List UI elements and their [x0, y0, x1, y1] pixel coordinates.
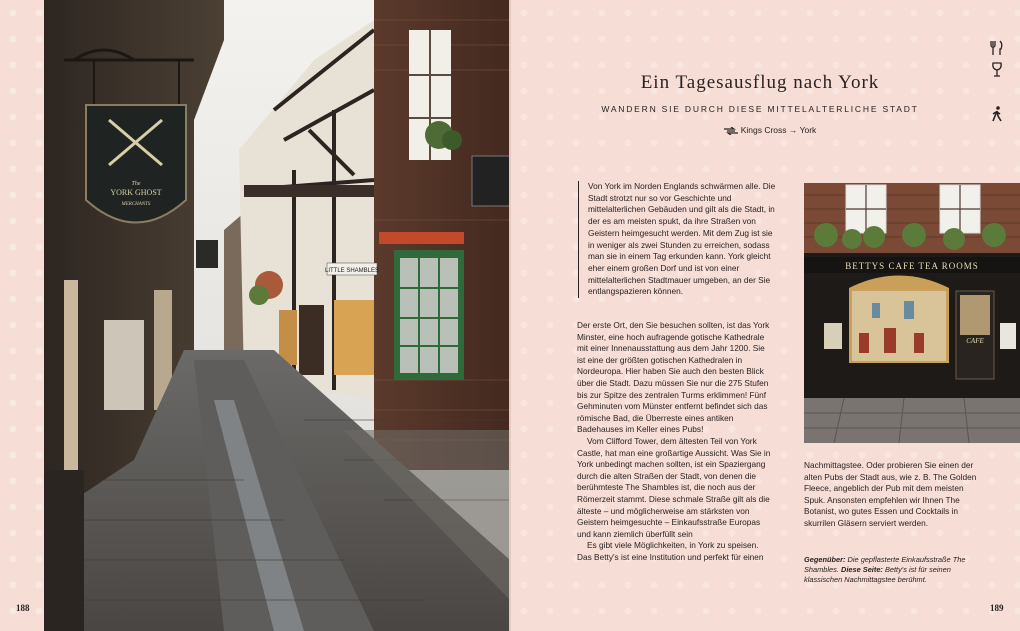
- caption-text-opposite: Die gepflasterte Einkaufsstraße The Shambles.: [804, 555, 966, 574]
- body-paragraph-3: Es gibt viele Möglichkeiten, in York zu speisen. Das Betty's ist eine Institution und perfekt für einen: [577, 540, 764, 562]
- intro-lead: Von: [588, 181, 603, 191]
- page-title: Ein Tagesausflug nach York: [640, 72, 880, 93]
- walking-person-icon: [990, 106, 1004, 122]
- street-sign-text: LITTLE SHAMBLES: [324, 268, 380, 274]
- intro-paragraph: [578, 181, 778, 298]
- caption-lead-opposite: Gegenüber:: [804, 555, 846, 564]
- train-route: [680, 125, 860, 135]
- bettys-shop-sign: BETTYS CAFE TEA ROOMS: [845, 261, 979, 271]
- page-number-right: 189: [990, 603, 1004, 613]
- route-text: Kings Cross → York: [740, 125, 817, 135]
- fork-knife-icon: [990, 40, 1004, 56]
- bettys-illustration: [804, 183, 1020, 443]
- national-rail-icon: [724, 127, 736, 134]
- shambles-illustration: [44, 0, 510, 631]
- wine-glass-icon: [990, 62, 1004, 78]
- ghost-sign-line1: The: [131, 181, 141, 187]
- caption-text-this-page: Betty's ist für seinen klassischen Nachmittagstee berühmt.: [804, 565, 951, 584]
- body-paragraph-2: Vom Clifford Tower, dem ältesten Teil von York Castle, hat man eine großartige Aussicht. Was Sie in York unbedingt machen sollten, ist ein Spaziergang durch die alten Straßen der Stadt, von denen die berühmteste The Shambles ist, die noch aus der Römerzeit stammt. Diese schmale Straße gilt als die älteste – und möglicherweise am stärksten von Geistern heimgesuchte – Einkaufsstraße Europas und kann ziemlich überfüllt sein: [577, 435, 771, 539]
- page-number-left: 188: [16, 603, 30, 613]
- shambles-street-photo: [44, 0, 510, 631]
- ghost-sign-line2: YORK GHOST: [110, 188, 162, 197]
- ghost-sign-line3: MERCHANTS: [121, 202, 151, 207]
- photo-caption: [804, 555, 984, 585]
- caption-lead-this-page: Diese Seite:: [840, 565, 883, 574]
- body-paragraph-1: Der erste Ort, den Sie besuchen sollten, ist das York Minster, eine hoch aufragende gotische Kathedrale mit einer Innenausstattung aus dem Jahr 1200. Sie ist eine der größten gotischen Kathedralen in Nordeuropa. Hier haben Sie auch den besten Blick über die Stadt. Dazu müssen Sie nur die 275 Stufen bis zur Spitze des zentralen Turms erklimmen! Fünf Gehminuten vom Münster entfernt befindet sich das römische Bad, die Überreste eines antiken Badehauses im Keller eines Pubs!: [577, 320, 770, 435]
- page-subtitle: WANDERN SIE DURCH DIESE MITTELALTERLICHE STADT: [601, 104, 919, 114]
- right-column-text: Nachmittagstee. Oder probieren Sie einen der alten Pubs der Stadt aus, wie z. B. The Golden Fleece, angeblich der Pub mit dem meisten Spuk. Ansonsten empfehlen wir Ihnen The Botanist, wo gutes Essen und Cocktails in skurrilen Gläsern serviert werden.: [804, 460, 977, 528]
- side-icons: [990, 40, 1008, 128]
- bettys-cafe-photo: [804, 183, 1020, 443]
- intro-text: York im Norden Englands schwärmen alle. Die Stadt strotzt nur so vor Geschichte und mittelalterlichen Gebäuden und gilt als die Stadt, in der es am meisten spukt, da ihre Straßen von Geistern heimgesucht werden. Mit dem Zug ist sie in weniger als zwei Stunden zu erreichen, sodass man sie in einem Tag erkunden kann. York gleicht eher einem großen Dorf und ist von einer mittelalterlichen Stadtmauer umgeben, an der Sie entlangspazieren können.: [588, 181, 776, 297]
- body-column: [577, 320, 775, 563]
- cafe-door-sign: CAFE: [966, 337, 984, 345]
